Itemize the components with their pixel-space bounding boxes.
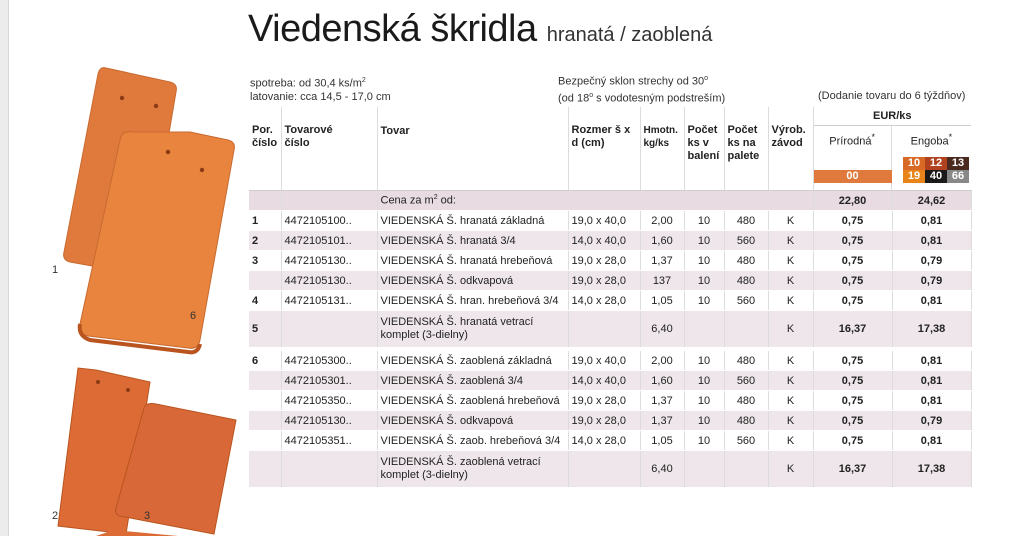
eur-label: EUR/ks <box>814 107 972 126</box>
sklon2-rest: s vodotesným podstreším) <box>593 92 726 105</box>
table-row <box>249 371 971 391</box>
row-hmotn: 1,05 <box>640 431 684 451</box>
header-tovarove-cislo: Tovarové číslo <box>281 107 377 191</box>
row-tovar: VIEDENSKÁ Š. zaob. hrebeňová 3/4 <box>377 431 568 451</box>
header-pocet-paleta: Počet ks na palete <box>724 107 768 191</box>
row-rozmer: 19,0 x 40,0 <box>568 211 640 231</box>
title-main: Viedenská škridla <box>248 8 537 50</box>
sklon-text: Bezpečný sklon strechy od 30 <box>558 75 705 88</box>
row-balenie: 10 <box>684 271 724 291</box>
swatch-40: 40 <box>925 170 947 183</box>
header-eur <box>813 107 971 191</box>
swatch-10: 10 <box>903 157 925 170</box>
row-balenie: 10 <box>684 231 724 251</box>
row-paleta: 560 <box>724 291 768 311</box>
consumption-info <box>250 74 391 104</box>
swatch-66: 66 <box>947 170 969 183</box>
cena-prirodna: 22,80 <box>813 191 892 211</box>
table-row <box>249 349 971 371</box>
row-zavod: K <box>768 251 813 271</box>
row-cislo: 4472105101.. <box>281 231 377 251</box>
spotreba-text: spotreba: od 30,4 ks/m <box>250 77 362 90</box>
row-por <box>249 431 281 451</box>
row-rozmer: 19,0 x 28,0 <box>568 251 640 271</box>
row-engoba: 0,81 <box>892 211 971 231</box>
row-zavod: K <box>768 431 813 451</box>
row-prirodna: 0,75 <box>813 271 892 291</box>
row-prirodna: 0,75 <box>813 371 892 391</box>
row-cislo: 4472105350.. <box>281 391 377 411</box>
row-por <box>249 391 281 411</box>
row-balenie: 10 <box>684 211 724 231</box>
row-hmotn: 6,40 <box>640 451 684 488</box>
table-row <box>249 271 971 291</box>
row-tovar: VIEDENSKÁ Š. hranatá základná <box>377 211 568 231</box>
table-row <box>249 311 971 350</box>
row-paleta: 480 <box>724 251 768 271</box>
row-zavod: K <box>768 391 813 411</box>
row-rozmer: 14,0 x 28,0 <box>568 431 640 451</box>
row-prirodna: 0,75 <box>813 411 892 431</box>
row-engoba: 0,81 <box>892 391 971 411</box>
swatch-00-wrap <box>814 169 892 183</box>
table-row <box>249 291 971 311</box>
row-hmotn: 1,37 <box>640 251 684 271</box>
swatch-row-bottom <box>903 169 969 183</box>
row-prirodna: 0,75 <box>813 349 892 371</box>
row-rozmer: 19,0 x 28,0 <box>568 411 640 431</box>
row-paleta: 560 <box>724 431 768 451</box>
table-row <box>249 451 971 488</box>
row-tovar: VIEDENSKÁ Š. odkvapová <box>377 271 568 291</box>
tile-number-6: 6 <box>190 310 197 322</box>
row-por: 1 <box>249 211 281 231</box>
row-rozmer <box>568 311 640 350</box>
row-hmotn: 1,60 <box>640 371 684 391</box>
row-paleta: 560 <box>724 231 768 251</box>
row-rozmer: 19,0 x 28,0 <box>568 271 640 291</box>
row-balenie: 10 <box>684 291 724 311</box>
row-rozmer: 14,0 x 40,0 <box>568 231 640 251</box>
row-tovar-line1: VIEDENSKÁ Š. zaoblená vetrací <box>380 456 541 468</box>
row-cislo <box>281 451 377 488</box>
header-hmotn: Hmotn. kg/ks <box>640 107 684 191</box>
row-engoba: 0,81 <box>892 291 971 311</box>
row-tovar <box>377 311 568 350</box>
row-por: 5 <box>249 311 281 350</box>
row-cislo: 4472105130.. <box>281 251 377 271</box>
row-zavod: K <box>768 211 813 231</box>
row-hmotn: 2,00 <box>640 349 684 371</box>
row-hmotn: 1,37 <box>640 411 684 431</box>
row-por: 4 <box>249 291 281 311</box>
header-vyrob-zavod: Výrob. závod <box>768 107 813 191</box>
row-prirodna: 0,75 <box>813 231 892 251</box>
row-prirodna: 16,37 <box>813 311 892 350</box>
row-tovar: VIEDENSKÁ Š. zaoblená hrebeňová <box>377 391 568 411</box>
row-cislo <box>281 311 377 350</box>
row-tovar: VIEDENSKÁ Š. odkvapová <box>377 411 568 431</box>
header-por: Por. číslo <box>249 107 281 191</box>
engoba-label: Engoba <box>910 135 949 148</box>
row-zavod: K <box>768 291 813 311</box>
sklon-sup: o <box>704 75 709 82</box>
row-paleta: 480 <box>724 391 768 411</box>
table-row <box>249 251 971 271</box>
row-zavod: K <box>768 231 813 251</box>
sklon2-sup: o <box>589 91 594 99</box>
cena-engoba: 24,62 <box>892 191 971 211</box>
cena-label: Cena za $m^2$ od: <box>377 191 813 211</box>
table-row <box>249 411 971 431</box>
row-hmotn: 137 <box>640 271 684 291</box>
row-hmotn: 6,40 <box>640 311 684 350</box>
swatch-12: 12 <box>925 157 947 170</box>
row-paleta: 480 <box>724 271 768 291</box>
row-zavod: K <box>768 411 813 431</box>
row-engoba: 0,81 <box>892 349 971 371</box>
row-balenie: 10 <box>684 391 724 411</box>
row-balenie: 10 <box>684 371 724 391</box>
row-engoba: 0,81 <box>892 231 971 251</box>
row-por: 2 <box>249 231 281 251</box>
row-engoba: 0,79 <box>892 411 971 431</box>
page-title <box>248 8 712 51</box>
delivery-note: (Dodanie tovaru do 6 týždňov) <box>818 90 966 102</box>
row-rozmer: 19,0 x 28,0 <box>568 391 640 411</box>
slope-info <box>558 72 725 105</box>
row-balenie: 10 <box>684 349 724 371</box>
row-paleta <box>724 451 768 488</box>
tile-number-3: 3 <box>144 510 151 522</box>
row-zavod: K <box>768 451 813 488</box>
row-hmotn: 1,05 <box>640 291 684 311</box>
page-edge <box>0 0 9 536</box>
table-row <box>249 211 971 231</box>
row-por <box>249 451 281 488</box>
sklon2-text: (od 18 <box>558 92 590 105</box>
row-por: 6 <box>249 349 281 371</box>
row-paleta: 480 <box>724 411 768 431</box>
row-balenie <box>684 451 724 488</box>
row-tovar: VIEDENSKÁ Š. zaoblená 3/4 <box>377 371 568 391</box>
row-balenie: 10 <box>684 251 724 271</box>
row-cislo: 4472105100.. <box>281 211 377 231</box>
row-tovar-line2: komplet (3-dielny) <box>380 469 468 481</box>
price-table <box>249 107 972 488</box>
prirodna-label: Prírodná <box>829 135 872 148</box>
row-cislo: 4472105301.. <box>281 371 377 391</box>
row-por <box>249 371 281 391</box>
tile-number-1: 1 <box>52 264 59 276</box>
row-balenie <box>684 311 724 350</box>
row-engoba: 0,79 <box>892 251 971 271</box>
row-tovar-line1: VIEDENSKÁ Š. hranatá vetrací <box>380 316 534 328</box>
row-balenie: 10 <box>684 411 724 431</box>
row-prirodna: 0,75 <box>813 211 892 231</box>
row-rozmer: 19,0 x 40,0 <box>568 349 640 371</box>
row-tovar: VIEDENSKÁ Š. hran. hrebeňová 3/4 <box>377 291 568 311</box>
row-zavod: K <box>768 271 813 291</box>
swatch-19: 19 <box>903 170 925 183</box>
row-zavod: K <box>768 349 813 371</box>
header-rozmer: Rozmer š x d (cm) <box>568 107 640 191</box>
row-balenie: 10 <box>684 431 724 451</box>
row-por <box>249 411 281 431</box>
tile-number-2: 2 <box>52 510 59 522</box>
row-paleta <box>724 311 768 350</box>
row-rozmer: 14,0 x 40,0 <box>568 371 640 391</box>
row-prirodna: 0,75 <box>813 251 892 271</box>
header-pocet-balenie: Počet ks v balení <box>684 107 724 191</box>
row-prirodna: 0,75 <box>813 391 892 411</box>
cena-row <box>249 191 971 211</box>
title-subtitle: hranatá / zaoblená <box>546 24 713 46</box>
row-zavod: K <box>768 311 813 350</box>
row-cislo: 4472105351.. <box>281 431 377 451</box>
row-por <box>249 271 281 291</box>
swatch-00: 00 <box>814 170 892 183</box>
row-paleta: 480 <box>724 349 768 371</box>
table-row <box>249 391 971 411</box>
row-tovar-line2: komplet (3-dielny) <box>380 329 468 341</box>
row-cislo: 4472105130.. <box>281 271 377 291</box>
row-engoba: 17,38 <box>892 311 971 350</box>
table-row <box>249 431 971 451</box>
row-rozmer <box>568 451 640 488</box>
row-paleta: 560 <box>724 371 768 391</box>
tile-illustrations <box>18 60 243 536</box>
table-row <box>249 231 971 251</box>
row-hmotn: 1,60 <box>640 231 684 251</box>
swatch-13: 13 <box>947 157 969 170</box>
row-engoba: 0,81 <box>892 431 971 451</box>
row-cislo: 4472105300.. <box>281 349 377 371</box>
row-engoba: 17,38 <box>892 451 971 488</box>
header-tovar: Tovar <box>377 107 568 191</box>
row-prirodna: 0,75 <box>813 291 892 311</box>
table-body <box>249 211 971 488</box>
row-hmotn: 1,37 <box>640 391 684 411</box>
row-zavod: K <box>768 371 813 391</box>
row-cislo: 4472105130.. <box>281 411 377 431</box>
row-prirodna: 0,75 <box>813 431 892 451</box>
latovanie-text: latovanie: cca 14,5 - 17,0 cm <box>250 90 391 103</box>
prirodna-col: Prírodná* 00 <box>814 126 892 190</box>
row-tovar <box>377 451 568 488</box>
row-tovar: VIEDENSKÁ Š. zaoblená základná <box>377 349 568 371</box>
swatch-row-top <box>903 156 969 170</box>
row-hmotn: 2,00 <box>640 211 684 231</box>
row-paleta: 480 <box>724 211 768 231</box>
tile-drawing <box>18 60 243 536</box>
row-rozmer: 14,0 x 28,0 <box>568 291 640 311</box>
table-header-row <box>249 107 971 191</box>
row-cislo: 4472105131.. <box>281 291 377 311</box>
row-tovar: VIEDENSKÁ Š. hranatá 3/4 <box>377 231 568 251</box>
row-por: 3 <box>249 251 281 271</box>
row-engoba: 0,81 <box>892 371 971 391</box>
row-tovar: VIEDENSKÁ Š. hranatá hrebeňová <box>377 251 568 271</box>
spotreba-sup: 2 <box>361 77 366 84</box>
row-prirodna: 16,37 <box>813 451 892 488</box>
engoba-col: Engoba* 10 12 13 19 40 66 <box>892 126 971 190</box>
row-engoba: 0,79 <box>892 271 971 291</box>
